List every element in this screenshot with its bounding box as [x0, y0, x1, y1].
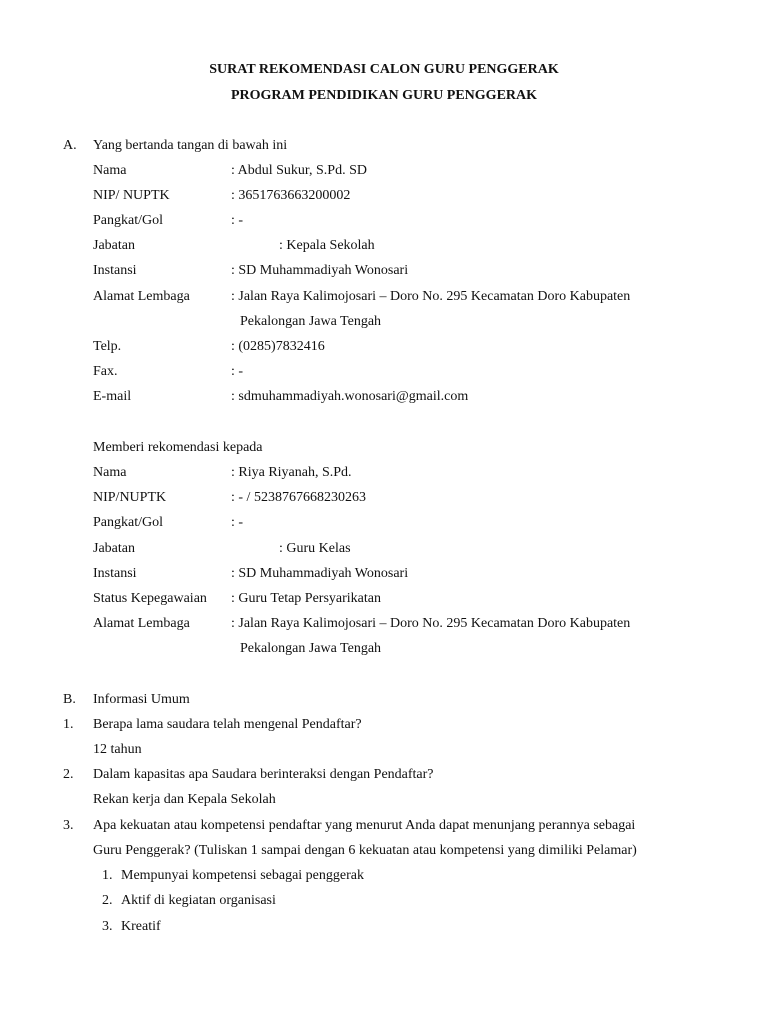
field-label: Alamat Lembaga [93, 289, 190, 304]
field-label: NIP/ NUPTK [93, 188, 170, 203]
field-value-continuation: Pekalongan Jawa Tengah [240, 641, 382, 656]
strength-number: 3. [102, 919, 113, 934]
field-value: : - [231, 364, 244, 379]
field-label: Instansi [93, 566, 137, 581]
field-value: : - [231, 515, 244, 530]
strength-item: Aktif di kegiatan organisasi [121, 893, 276, 908]
field-value: : Abdul Sukur, S.Pd. SD [231, 163, 367, 178]
question-text: Apa kekuatan atau kompetensi pendaftar yang menurut Anda dapat menunjang perannya sebagai [93, 818, 636, 833]
question-text: Dalam kapasitas apa Saudara berinteraksi dengan Pendaftar? [93, 767, 434, 782]
question-text: Berapa lama saudara telah mengenal Pendaftar? [93, 717, 362, 732]
field-value: : (0285)7832416 [231, 339, 325, 354]
field-label: E-mail [93, 389, 132, 404]
field-value-continuation: Pekalongan Jawa Tengah [240, 314, 382, 329]
field-label: Instansi [93, 263, 137, 278]
question-answer: 12 tahun [93, 742, 142, 757]
field-label: Jabatan [93, 541, 135, 556]
field-label: NIP/NUPTK [93, 490, 167, 505]
field-value: : - / 5238767668230263 [231, 490, 366, 505]
field-value: : Riya Riyanah, S.Pd. [231, 465, 352, 480]
field-label: Nama [93, 163, 127, 178]
field-label: Pangkat/Gol [93, 213, 163, 228]
question-number: 2. [63, 767, 74, 782]
field-value: : Jalan Raya Kalimojosari – Doro No. 295 Kecamatan Doro Kabupaten [231, 289, 631, 304]
section-a-marker: A. [63, 138, 77, 153]
field-label: Nama [93, 465, 127, 480]
field-value: : Guru Kelas [279, 541, 351, 556]
field-label: Fax. [93, 364, 118, 379]
field-label: Jabatan [93, 238, 135, 253]
field-value: : 3651763663200002 [231, 188, 351, 203]
section-b-title: Informasi Umum [93, 692, 190, 707]
field-value: : SD Muhammadiyah Wonosari [231, 566, 409, 581]
field-label: Status Kepegawaian [93, 591, 207, 606]
field-label: Alamat Lembaga [93, 616, 190, 631]
field-value: : Guru Tetap Persyarikatan [231, 591, 381, 606]
section-a-intro: Yang bertanda tangan di bawah ini [93, 138, 288, 153]
strength-number: 1. [102, 868, 113, 883]
question-answer: Rekan kerja dan Kepala Sekolah [93, 792, 276, 807]
field-value: : - [231, 213, 244, 228]
field-label: Pangkat/Gol [93, 515, 163, 530]
question-number: 3. [63, 818, 74, 833]
strength-item: Kreatif [121, 919, 161, 934]
document-title: SURAT REKOMENDASI CALON GURU PENGGERAK [209, 62, 559, 77]
field-value: : SD Muhammadiyah Wonosari [231, 263, 409, 278]
recommendation-intro: Memberi rekomendasi kepada [93, 440, 263, 455]
field-label: Telp. [93, 339, 122, 354]
field-value: : Kepala Sekolah [279, 238, 375, 253]
strength-number: 2. [102, 893, 113, 908]
strength-item: Mempunyai kompetensi sebagai penggerak [121, 868, 364, 883]
field-value: : Jalan Raya Kalimojosari – Doro No. 295 Kecamatan Doro Kabupaten [231, 616, 631, 631]
document-subtitle: PROGRAM PENDIDIKAN GURU PENGGERAK [230, 88, 538, 103]
section-b-marker: B. [63, 692, 76, 707]
field-value: : sdmuhammadiyah.wonosari@gmail.com [231, 389, 469, 404]
question-text-continuation: Guru Penggerak? (Tuliskan 1 sampai dengan 6 kekuatan atau kompetensi yang dimiliki Pelamar) [93, 843, 637, 858]
question-number: 1. [63, 717, 74, 732]
